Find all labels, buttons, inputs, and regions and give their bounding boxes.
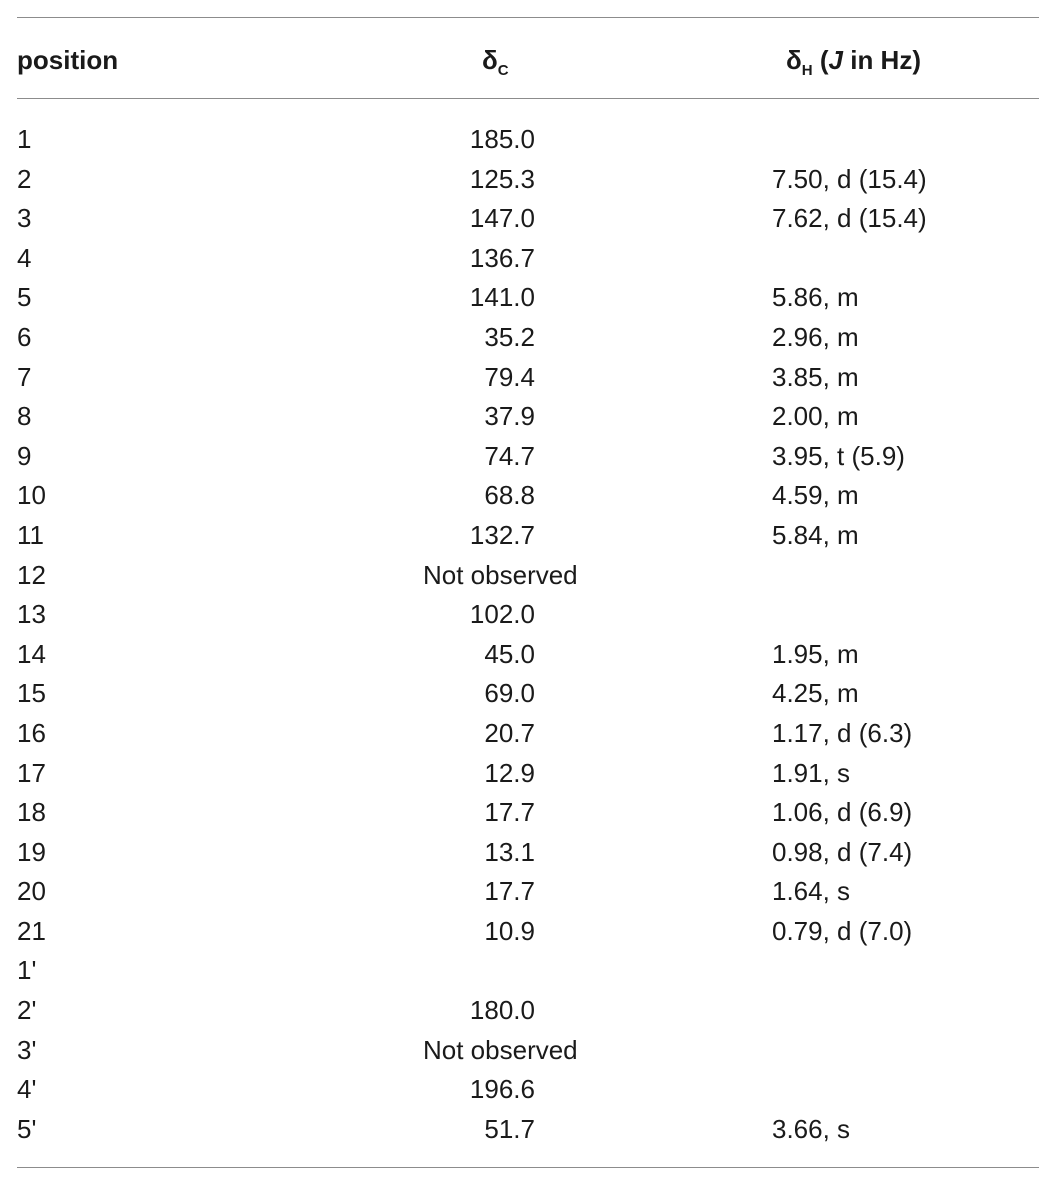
cell-position: 8 — [17, 401, 32, 432]
cell-delta-c: 17.7 — [484, 876, 535, 907]
cell-delta-h: 7.50, d (15.4) — [772, 163, 927, 194]
table-row — [0, 714, 1053, 754]
cell-delta-c: 79.4 — [484, 361, 535, 392]
column-header-delta-c — [482, 42, 509, 78]
cell-delta-c: 35.2 — [484, 321, 535, 352]
table-row — [0, 595, 1053, 635]
coupling-j: J — [828, 45, 843, 75]
cell-delta-c: Not observed — [423, 1034, 578, 1065]
cell-position: 2 — [17, 163, 32, 194]
cell-position: 13 — [17, 599, 46, 630]
table-row — [0, 1031, 1053, 1071]
cell-position: 11 — [17, 519, 44, 550]
cell-position: 6 — [17, 321, 32, 352]
table-bottom-rule — [17, 1167, 1039, 1168]
table-row — [0, 318, 1053, 358]
cell-delta-c: 12.9 — [484, 757, 535, 788]
cell-position: 5 — [17, 282, 32, 313]
table-row — [0, 239, 1053, 279]
cell-delta-c: 136.7 — [469, 242, 535, 273]
cell-delta-c: 10.9 — [484, 915, 535, 946]
cell-delta-h: 1.06, d (6.9) — [772, 797, 913, 828]
table-top-rule — [17, 17, 1039, 18]
cell-delta-h: 1.91, s — [772, 757, 851, 788]
table-row — [0, 160, 1053, 200]
table-row — [0, 278, 1053, 318]
cell-delta-c: 180.0 — [469, 995, 535, 1026]
cell-position: 17 — [17, 757, 46, 788]
cell-delta-h: 1.64, s — [772, 876, 851, 907]
cell-delta-h: 3.66, s — [772, 1113, 851, 1144]
column-header-position: position — [17, 45, 119, 75]
cell-delta-h: 4.25, m — [772, 678, 859, 709]
cell-delta-h: 0.79, d (7.0) — [772, 915, 913, 946]
table-row — [0, 635, 1053, 675]
cell-delta-c: 74.7 — [484, 440, 535, 471]
cell-delta-h: 5.84, m — [772, 519, 859, 550]
cell-delta-c: 125.3 — [469, 163, 535, 194]
cell-delta-c: 17.7 — [484, 797, 535, 828]
cell-position: 20 — [17, 876, 46, 907]
coupling-unit: in Hz) — [843, 45, 921, 75]
cell-delta-h: 2.96, m — [772, 321, 859, 352]
cell-delta-h: 0.98, d (7.4) — [772, 836, 913, 867]
table-row — [0, 1110, 1053, 1150]
cell-delta-h: 1.95, m — [772, 638, 859, 669]
cell-position: 16 — [17, 717, 46, 748]
table-row — [0, 1070, 1053, 1110]
cell-position: 3 — [17, 203, 32, 234]
table-row — [0, 120, 1053, 160]
table-row — [0, 872, 1053, 912]
cell-delta-c: 132.7 — [469, 519, 535, 550]
cell-delta-c: Not observed — [423, 559, 578, 590]
cell-position: 4 — [17, 242, 32, 273]
cell-position: 15 — [17, 678, 46, 709]
cell-delta-c: 13.1 — [484, 836, 535, 867]
cell-delta-h: 5.86, m — [772, 282, 859, 313]
cell-position: 9 — [17, 440, 32, 471]
cell-delta-c: 185.0 — [469, 124, 535, 154]
table-row — [0, 437, 1053, 477]
cell-position: 2' — [17, 995, 37, 1026]
delta-symbol: δ — [482, 45, 498, 75]
table-header-rule — [17, 98, 1039, 99]
cell-delta-c: 37.9 — [484, 401, 535, 432]
cell-delta-c: 51.7 — [484, 1113, 535, 1144]
cell-delta-h: 2.00, m — [772, 401, 859, 432]
table-row — [0, 991, 1053, 1031]
delta-symbol: δ — [786, 45, 802, 75]
table-body — [0, 120, 1053, 1149]
cell-delta-c: 20.7 — [484, 717, 535, 748]
table-row — [0, 358, 1053, 398]
cell-delta-h: 1.17, d (6.3) — [772, 717, 913, 748]
table-row — [0, 754, 1053, 794]
cell-position: 14 — [17, 638, 46, 669]
cell-position: 5' — [17, 1113, 37, 1144]
cell-position: 10 — [17, 480, 46, 511]
cell-delta-c: 141.0 — [469, 282, 535, 313]
table-row — [0, 556, 1053, 596]
table-row — [0, 516, 1053, 556]
delta-c-subscript: C — [497, 62, 509, 79]
cell-delta-h: 3.95, t (5.9) — [772, 440, 905, 471]
cell-position: 12 — [17, 559, 46, 590]
column-header-delta-h — [786, 42, 921, 78]
cell-delta-c: 68.8 — [484, 480, 535, 511]
table-row — [0, 476, 1053, 516]
table-row — [0, 833, 1053, 873]
cell-position: 21 — [17, 915, 46, 946]
cell-position: 4' — [17, 1074, 37, 1105]
table-row — [0, 793, 1053, 833]
cell-delta-h: 3.85, m — [772, 361, 859, 392]
table-row — [0, 397, 1053, 437]
table-row — [0, 951, 1053, 991]
cell-delta-c: 102.0 — [469, 599, 535, 630]
cell-delta-h: 7.62, d (15.4) — [772, 203, 927, 234]
delta-h-subscript: H — [801, 62, 813, 79]
cell-position: 18 — [17, 797, 46, 828]
cell-position: 19 — [17, 836, 46, 867]
cell-delta-h: 4.59, m — [772, 480, 859, 511]
cell-position: 7 — [17, 361, 32, 392]
cell-delta-c: 69.0 — [484, 678, 535, 709]
cell-position: 1' — [17, 955, 37, 986]
cell-delta-c: 45.0 — [484, 638, 535, 669]
table-row — [0, 674, 1053, 714]
cell-delta-c: 147.0 — [469, 203, 535, 234]
table-row — [0, 199, 1053, 239]
cell-delta-c: 196.6 — [469, 1074, 535, 1105]
cell-position: 3' — [17, 1034, 37, 1065]
cell-position: 1 — [17, 124, 32, 154]
table-row — [0, 912, 1053, 952]
paren-open: ( — [819, 45, 829, 75]
